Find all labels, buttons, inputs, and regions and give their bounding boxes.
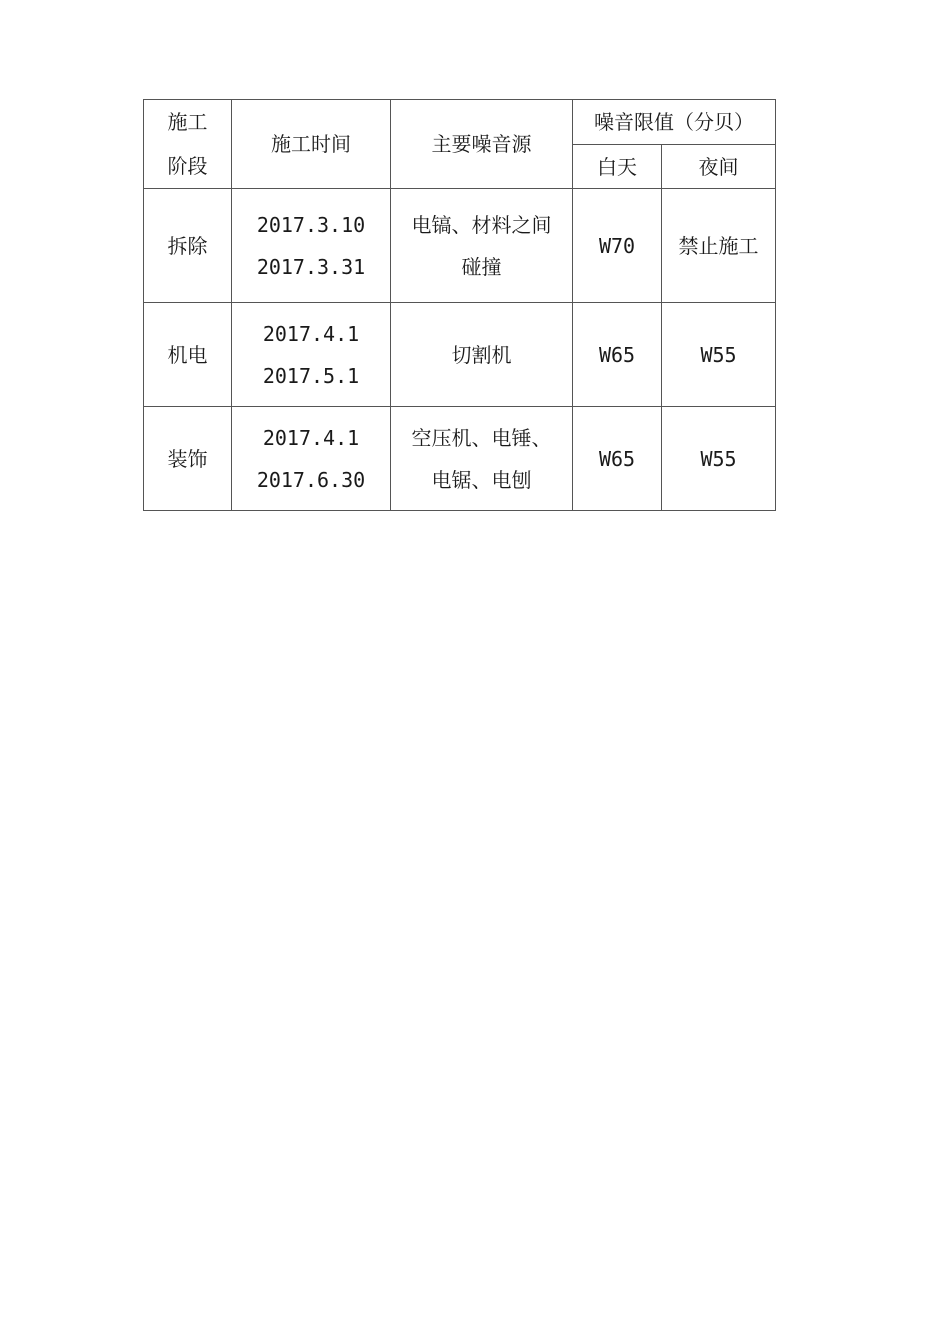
source-cell: 切割机 — [391, 303, 573, 407]
noise-limit-table — [143, 99, 776, 511]
source-line1: 空压机、电锤、 — [411, 425, 552, 450]
date-cell — [232, 189, 391, 303]
header-stage-cell — [144, 100, 232, 189]
header-source-cell: 主要噪音源 — [391, 100, 573, 189]
date-start: 2017.4.1 — [262, 321, 360, 346]
table-row — [144, 189, 776, 303]
date-start: 2017.3.10 — [256, 212, 366, 237]
stage-cell: 拆除 — [144, 189, 232, 303]
date-end: 2017.5.1 — [262, 363, 360, 388]
date-end: 2017.3.31 — [256, 254, 366, 279]
date-cell — [232, 407, 391, 511]
source-cell — [391, 407, 573, 511]
stage-cell: 机电 — [144, 303, 232, 407]
night-limit-cell: W55 — [662, 303, 776, 407]
table-row — [144, 407, 776, 511]
night-limit-cell: 禁止施工 — [662, 189, 776, 303]
header-stage-line1: 施工 — [167, 110, 208, 134]
date-end: 2017.6.30 — [256, 467, 366, 492]
day-limit-cell: W65 — [573, 407, 662, 511]
header-limit-cell: 噪音限值（分贝） — [573, 100, 776, 145]
stage-cell: 装饰 — [144, 407, 232, 511]
source-line2: 碰撞 — [461, 254, 502, 279]
source-cell — [391, 189, 573, 303]
day-limit-cell: W65 — [573, 303, 662, 407]
date-cell — [232, 303, 391, 407]
header-night-cell: 夜间 — [662, 145, 776, 189]
header-day-cell: 白天 — [573, 145, 662, 189]
day-limit-cell: W70 — [573, 189, 662, 303]
night-limit-cell: W55 — [662, 407, 776, 511]
source-line1: 电镐、材料之间 — [411, 212, 552, 237]
source-line2: 电锯、电刨 — [431, 467, 532, 492]
header-stage-line2: 阶段 — [167, 154, 208, 178]
header-time-cell: 施工时间 — [232, 100, 391, 189]
table-row — [144, 303, 776, 407]
date-start: 2017.4.1 — [262, 425, 360, 450]
header-row-1 — [144, 100, 776, 145]
